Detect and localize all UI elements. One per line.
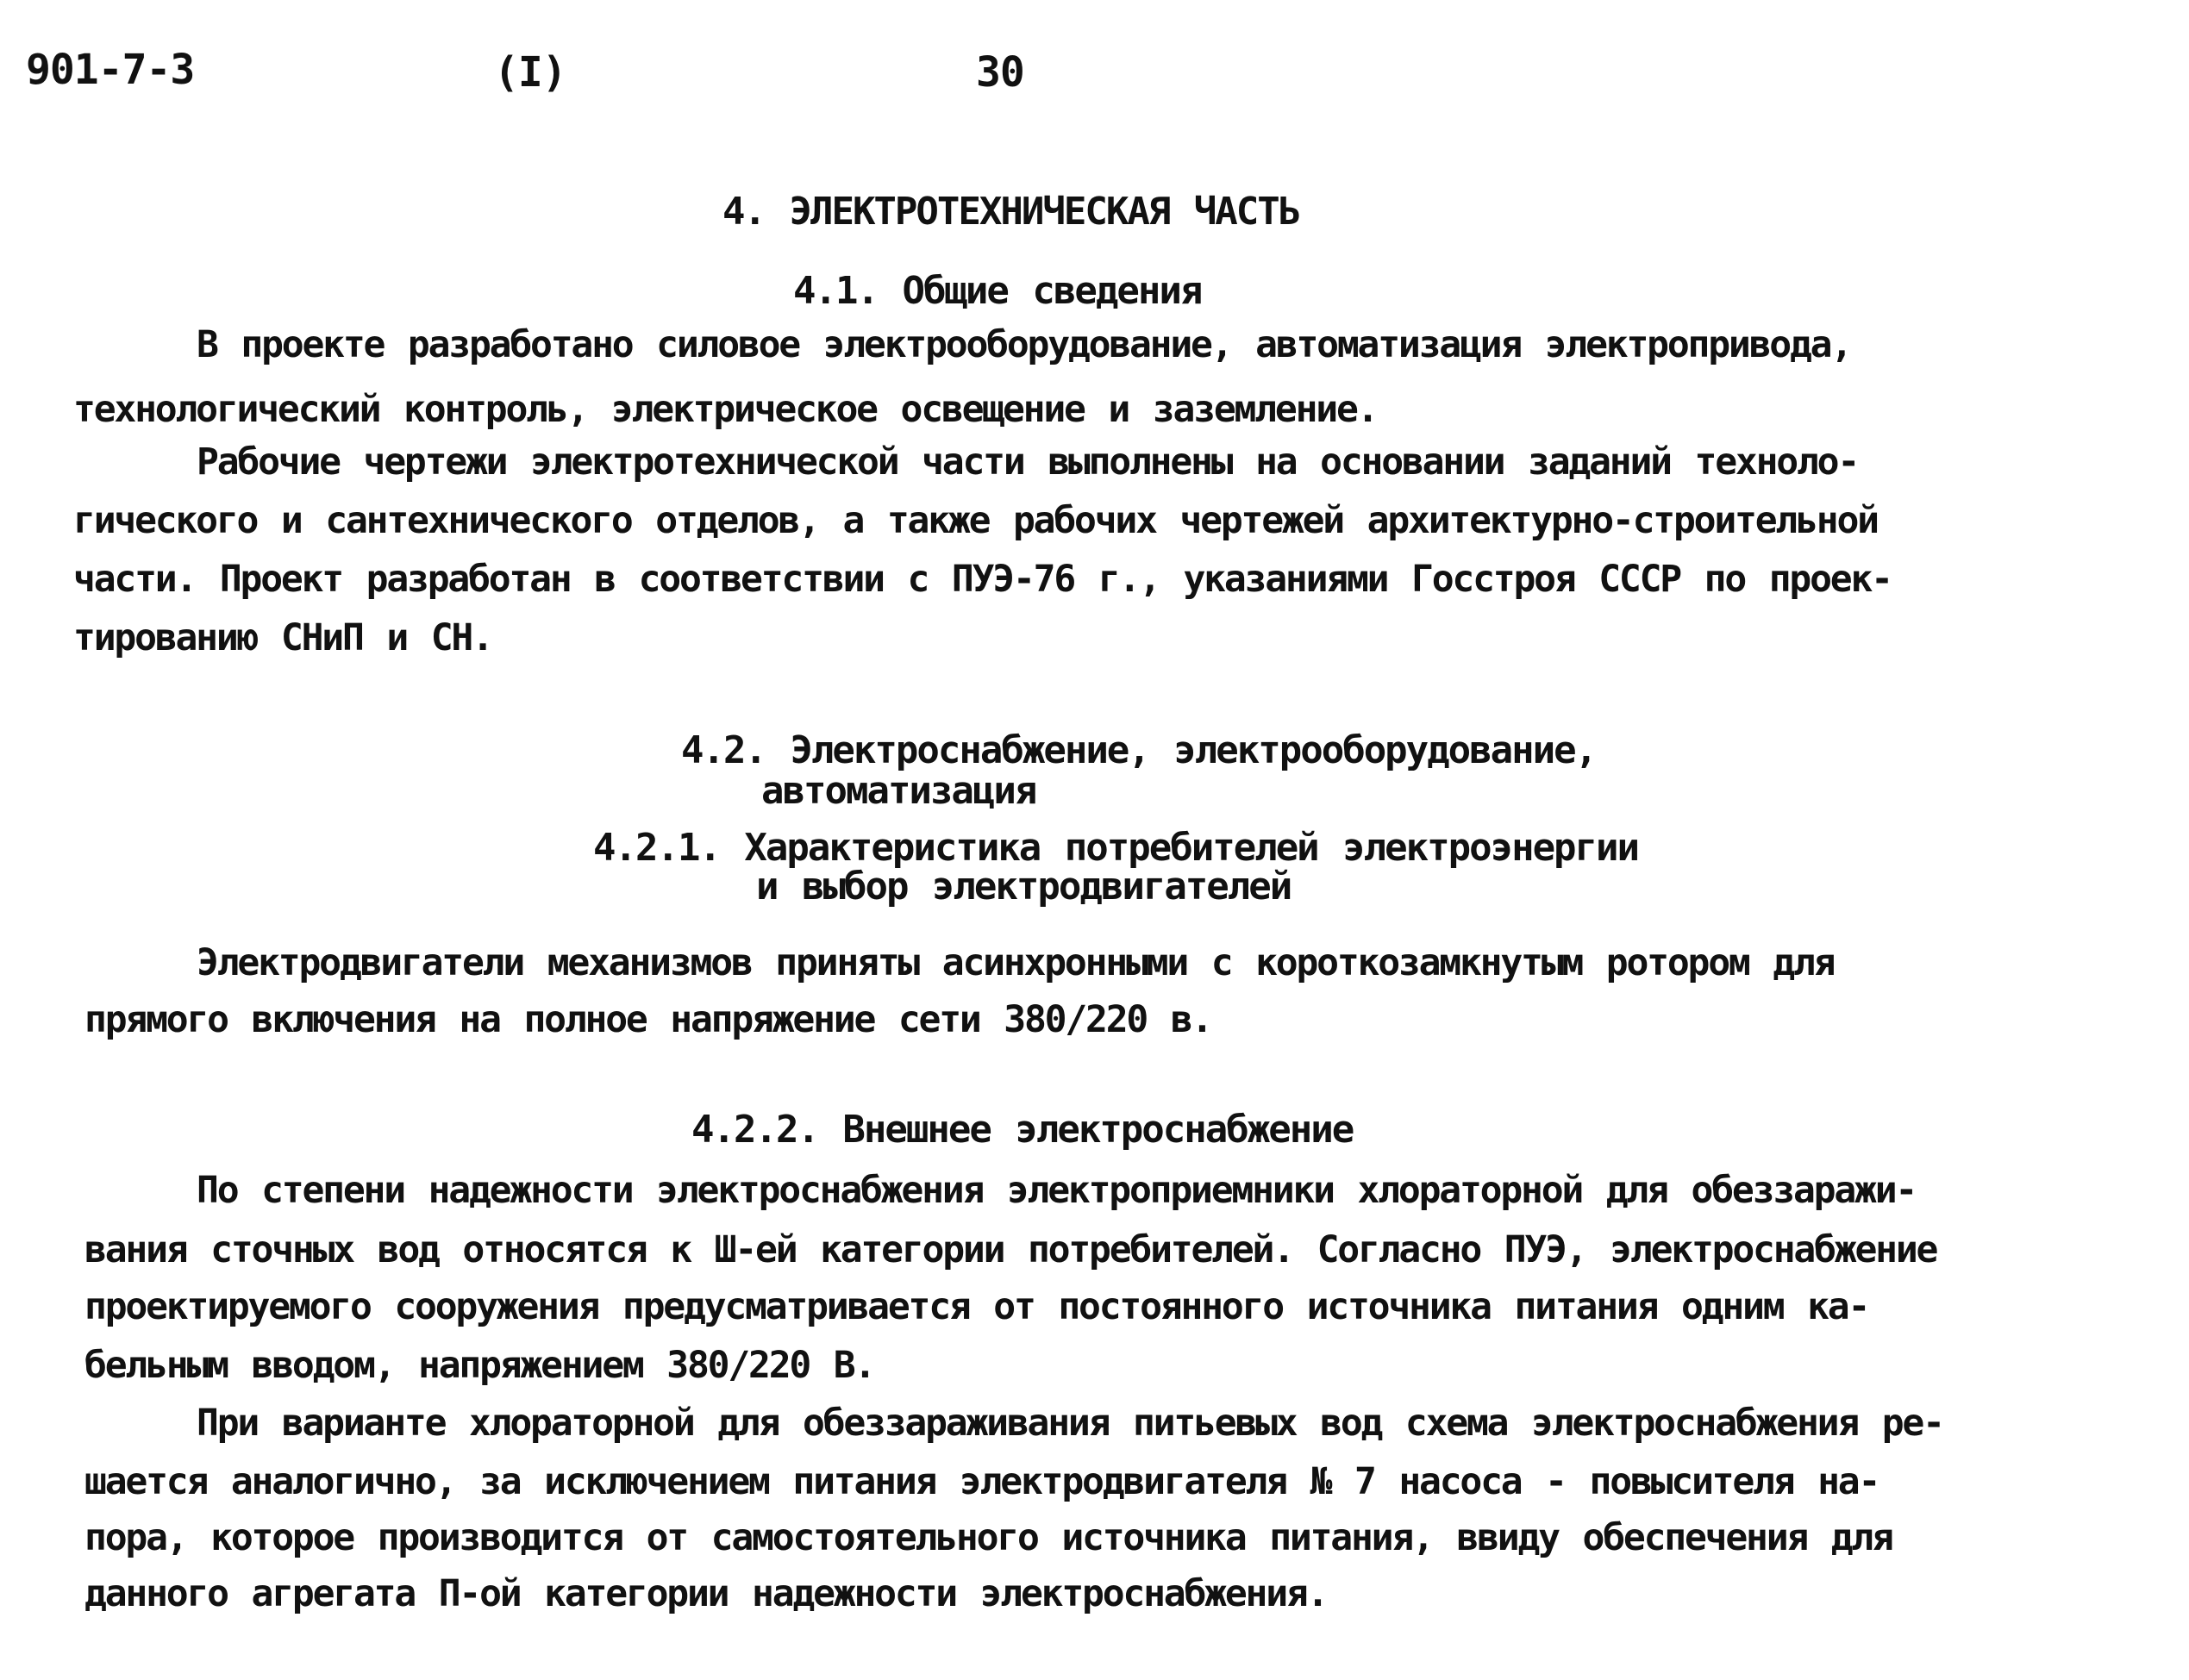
paragraph-4-1-p1-line-1: В проекте разработано силовое электрооборудование, автоматизация электропривода,	[197, 323, 1852, 366]
paragraph-4-1-p2-line-3: части. Проект разработан в соответствии с ПУЭ-76 г., указаниями Госстроя СССР по проек-	[73, 558, 1892, 601]
subsection-4-1-title: 4.1. Общие сведения	[793, 269, 1202, 313]
paragraph-4-2-2-p1-line-4: бельным вводом, напряжением 380/220 В.	[84, 1344, 875, 1387]
paragraph-4-1-p1-line-2: технологический контроль, электрическое освещение и заземление.	[73, 388, 1378, 431]
paragraph-4-2-2-p2-line-4: данного агрегата П-ой категории надежности электроснабжения.	[84, 1572, 1328, 1615]
subsection-4-2-title-line-2: автоматизация	[761, 769, 1036, 813]
paragraph-4-2-2-p1-line-1: По степени надежности электроснабжения электроприемники хлораторной для обеззаражи-	[197, 1169, 1917, 1212]
page-number: 30	[976, 48, 1024, 97]
subsection-4-2-2-title: 4.2.2. Внешнее электроснабжение	[691, 1108, 1354, 1152]
document-code: 901-7-3	[26, 46, 195, 94]
subsection-4-2-1-title-line-1: 4.2.1. Характеристика потребителей электроэнергии	[593, 826, 1639, 870]
paragraph-4-2-2-p2-line-1: При варианте хлораторной для обеззараживания питьевых вод схема электроснабжения ре-	[197, 1402, 1943, 1445]
paragraph-4-1-p2-line-4: тированию СНиП и СН.	[73, 616, 492, 659]
volume-number: (I)	[494, 48, 566, 97]
paragraph-4-2-2-p2-line-3: пора, которое производится от самостоятельного источника питания, ввиду обеспечения для	[84, 1516, 1892, 1559]
paragraph-4-2-2-p1-line-2: вания сточных вод относятся к Ш-ей категории потребителей. Согласно ПУЭ, электроснабжение	[84, 1228, 1937, 1271]
subsection-4-2-title-line-1: 4.2. Электроснабжение, электрооборудование,	[681, 728, 1597, 772]
paragraph-4-2-2-p1-line-3: проектируемого сооружения предусматривается от постоянного источника питания одним ка-	[84, 1285, 1869, 1328]
subsection-4-2-1-title-line-2: и выбор электродвигателей	[756, 865, 1292, 909]
paragraph-4-1-p2-line-1: Рабочие чертежи электротехнической части выполнены на основании заданий техноло-	[197, 440, 1859, 484]
paragraph-4-2-1-line-1: Электродвигатели механизмов приняты асинхронными с короткозамкнутым ротором для	[197, 941, 1835, 984]
paragraph-4-2-1-line-2: прямого включения на полное напряжение сети 380/220 в.	[84, 998, 1212, 1041]
paragraph-4-1-p2-line-2: гического и сантехнического отделов, а также рабочих чертежей архитектурно-строительной	[73, 499, 1878, 542]
paragraph-4-2-2-p2-line-2: шается аналогично, за исключением питания электродвигателя № 7 насоса - повысителя на-	[84, 1460, 1879, 1503]
section-title: 4. ЭЛЕКТРОТЕХНИЧЕСКАЯ ЧАСТЬ	[722, 190, 1300, 234]
